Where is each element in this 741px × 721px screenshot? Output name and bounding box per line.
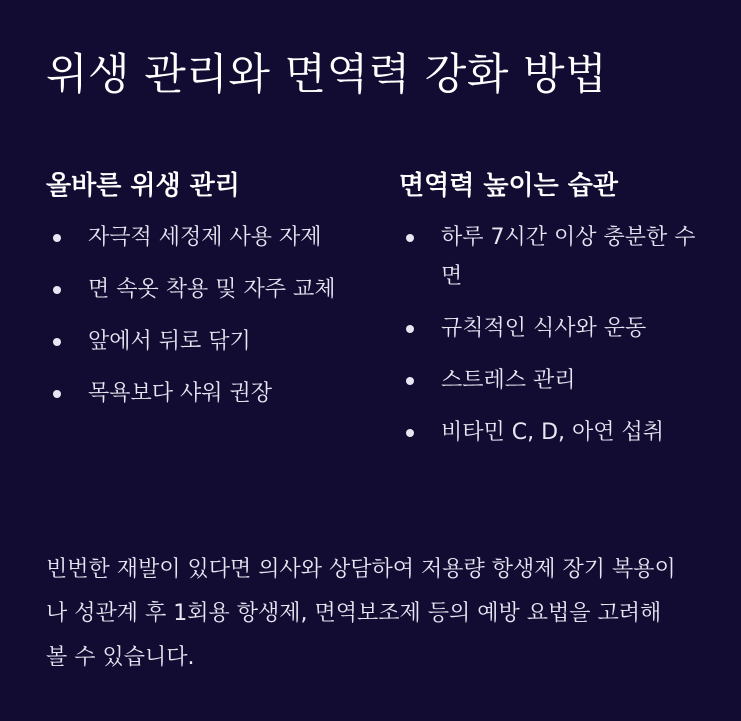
list-item-text: 스트레스 관리: [441, 368, 576, 393]
list-item: [399, 361, 699, 400]
list-item-text: 앞에서 뒤로 닦기: [88, 329, 251, 354]
immunity-list: [399, 218, 699, 452]
bullet-icon: [53, 390, 61, 398]
columns: [46, 168, 696, 508]
list-item: [46, 322, 346, 361]
list-item-text: 목욕보다 샤워 권장: [88, 381, 273, 406]
bullet-icon: [53, 234, 61, 242]
list-item: [399, 218, 699, 296]
bullet-icon: [406, 325, 414, 333]
list-item: [46, 374, 346, 413]
list-item: [399, 413, 699, 452]
list-item-text: 면 속옷 착용 및 자주 교체: [88, 277, 336, 302]
list-item-text: 비타민 C, D, 아연 섭취: [441, 420, 665, 445]
bullet-icon: [406, 234, 414, 242]
hygiene-list: [46, 218, 346, 413]
immunity-heading: 면역력 높이는 습관: [399, 171, 619, 201]
bullet-icon: [53, 286, 61, 294]
page-title: 위생 관리와 면역력 강화 방법: [46, 50, 608, 100]
immunity-column: [399, 168, 699, 465]
list-item: [399, 309, 699, 348]
list-item: [46, 270, 346, 309]
hygiene-heading: 올바른 위생 관리: [46, 171, 240, 201]
hygiene-column: [46, 168, 346, 426]
footer-note: 빈번한 재발이 있다면 의사와 상담하여 저용량 항생제 장기 복용이나 성관계 후 1회용 항생제, 면역보조제 등의 예방 요법을 고려해볼 수 있습니다.: [46, 557, 676, 670]
list-item-text: 규칙적인 식사와 운동: [441, 316, 647, 341]
bullet-icon: [406, 429, 414, 437]
list-item: [46, 218, 346, 257]
bullet-icon: [406, 377, 414, 385]
list-item-text: 하루 7시간 이상 충분한 수면: [441, 225, 696, 289]
bullet-icon: [53, 338, 61, 346]
list-item-text: 자극적 세정제 사용 자제: [88, 225, 322, 250]
